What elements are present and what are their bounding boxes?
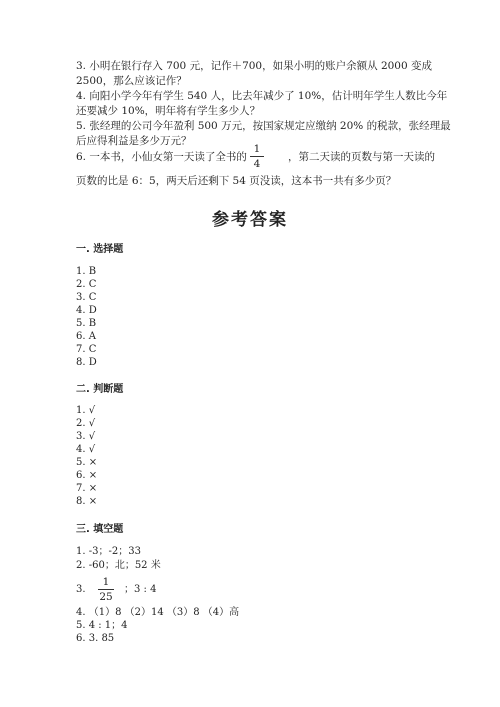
list-item: 5. × <box>76 457 98 468</box>
list-item: 3. C <box>76 292 97 303</box>
answer-3-suffix: ；3 : 4 <box>124 584 157 595</box>
list-item: 7. C <box>76 344 97 355</box>
list-item: 1. √ <box>76 405 96 416</box>
list-item: 4. （1）8 （2）14 （3）8 （4）高 <box>76 607 240 618</box>
list-item: 5. 4 : 1；4 <box>76 620 128 631</box>
list-item: 4. D <box>76 305 97 316</box>
question-5-line-1: 5. 张经理的公司今年盈利 500 万元，按国家规定应缴纳 20% 的税款，张经理最 <box>76 120 451 132</box>
section-1-heading: 一. 选择题 <box>76 244 124 255</box>
question-6-fraction <box>250 143 264 170</box>
section-2-heading: 二. 判断题 <box>76 384 124 395</box>
list-item: 1. -3；-2；33 <box>76 546 141 557</box>
question-6-line-2: 页数的比是 6：5，两天后还剩下 54 页没读，这本书一共有多少页？ <box>76 175 397 187</box>
list-item: 8. × <box>76 496 98 507</box>
list-item: 2. C <box>76 279 97 290</box>
list-item: 4. √ <box>76 444 96 455</box>
question-5-line-2: 后应得利益是多少万元？ <box>76 135 192 147</box>
list-item: 1. B <box>76 266 97 277</box>
list-item: 8. D <box>76 357 97 368</box>
list-item: 2. -60；北；52 米 <box>76 560 161 571</box>
list-item: 2. √ <box>76 418 96 429</box>
section-3-heading: 三. 填空题 <box>76 524 124 535</box>
fraction-denominator: 25 <box>99 591 113 603</box>
fraction-numerator: 1 <box>102 576 110 588</box>
question-6-part-1: 6. 一本书，小仙女第一天读了全书的 <box>76 151 247 163</box>
question-6-part-2: ，第二天读的页数与第一天读的 <box>288 151 435 163</box>
list-item: 5. B <box>76 318 97 329</box>
list-item: 6. A <box>76 331 96 342</box>
question-3-line-2: 2500，那么应该记作？ <box>76 75 187 87</box>
answer-3-prefix: 3. <box>76 584 86 595</box>
fraction-denominator: 4 <box>253 158 261 170</box>
question-4-line-1: 4. 向阳小学今年有学生 540 人，比去年减少了 10%，估计明年学生人数比今年 <box>76 90 448 102</box>
question-3-line-1: 3. 小明在银行存入 700 元，记作＋700，如果小明的账户余额从 2000 变成 <box>76 60 433 72</box>
fraction-numerator: 1 <box>253 143 261 155</box>
fraction-bar <box>250 156 264 157</box>
list-item: 6. × <box>76 470 98 481</box>
list-item: 6. 3. 85 <box>76 633 115 644</box>
answers-title: 参考答案 <box>212 210 288 230</box>
list-item: 3. √ <box>76 431 96 442</box>
answer-3-fraction <box>98 576 114 603</box>
question-4-line-2: 还要减少 10%，明年将有学生多少人？ <box>76 105 261 117</box>
fraction-bar <box>98 589 114 590</box>
list-item: 7. × <box>76 483 98 494</box>
